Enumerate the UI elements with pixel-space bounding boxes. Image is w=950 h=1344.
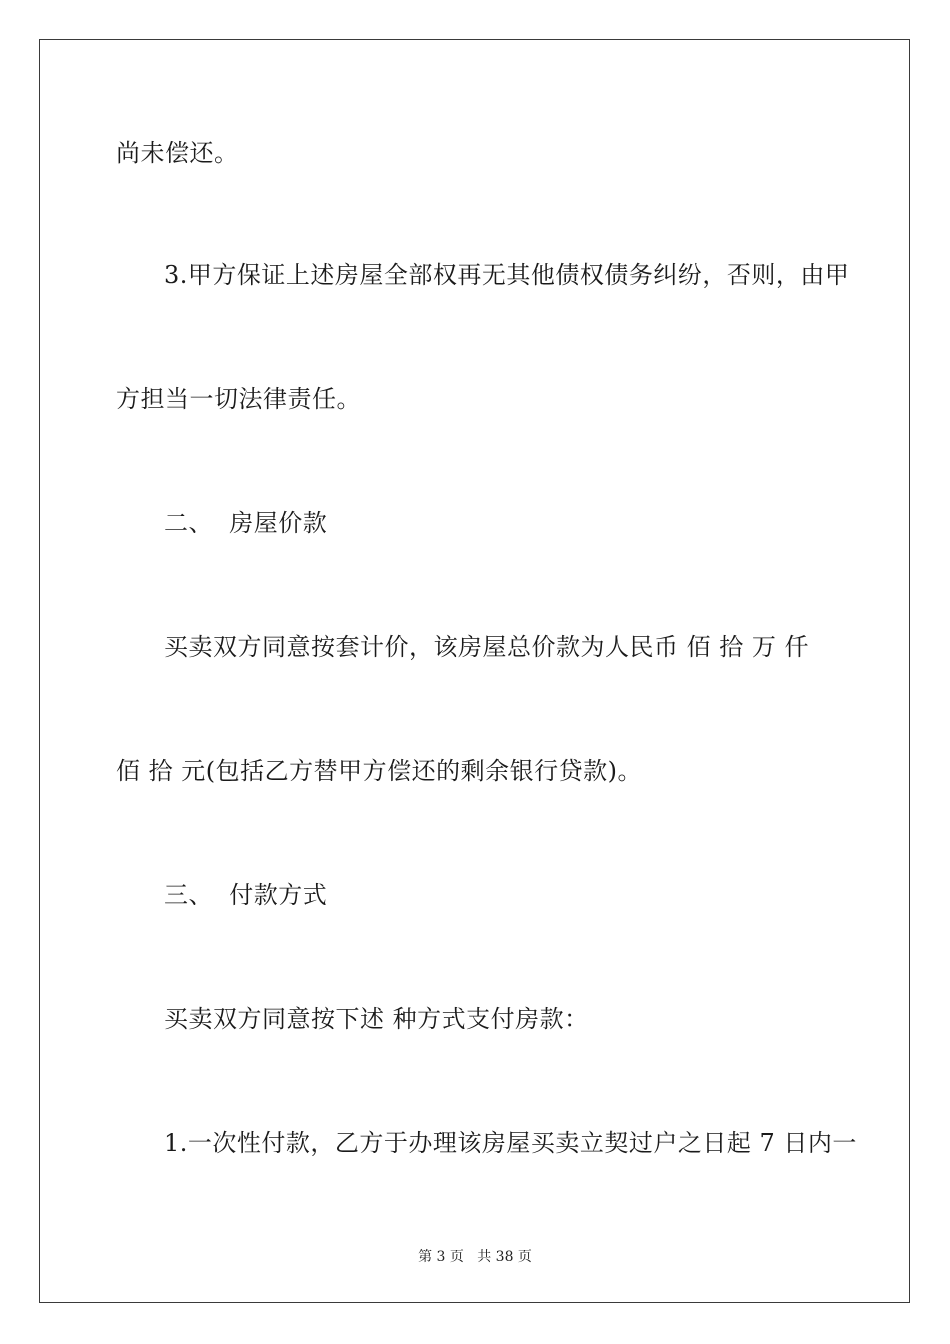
body-text-line: 佰 拾 元(包括乙方替甲方偿还的剩余银行贷款)。	[116, 757, 642, 785]
section-heading-payment: 三、 付款方式	[164, 881, 328, 909]
page-number-footer: 第 3 页 共 38 页	[418, 1249, 532, 1265]
section-heading-price: 二、 房屋价款	[164, 509, 328, 537]
page-border	[39, 39, 910, 1303]
body-text-line: 尚未偿还。	[116, 139, 239, 167]
body-text-line: 方担当一切法律责任。	[116, 385, 361, 413]
price-clause-line: 买卖双方同意按套计价，该房屋总价款为人民币 佰 拾 万 仟	[164, 633, 810, 661]
payment-intro-line: 买卖双方同意按下述 种方式支付房款：	[164, 1005, 589, 1033]
payment-option-1-line: 1.一次性付款，乙方于办理该房屋买卖立契过户之日起 7 日内一	[164, 1129, 857, 1157]
clause-3-line: 3.甲方保证上述房屋全部权再无其他债权债务纠纷，否则，由甲	[164, 261, 850, 289]
